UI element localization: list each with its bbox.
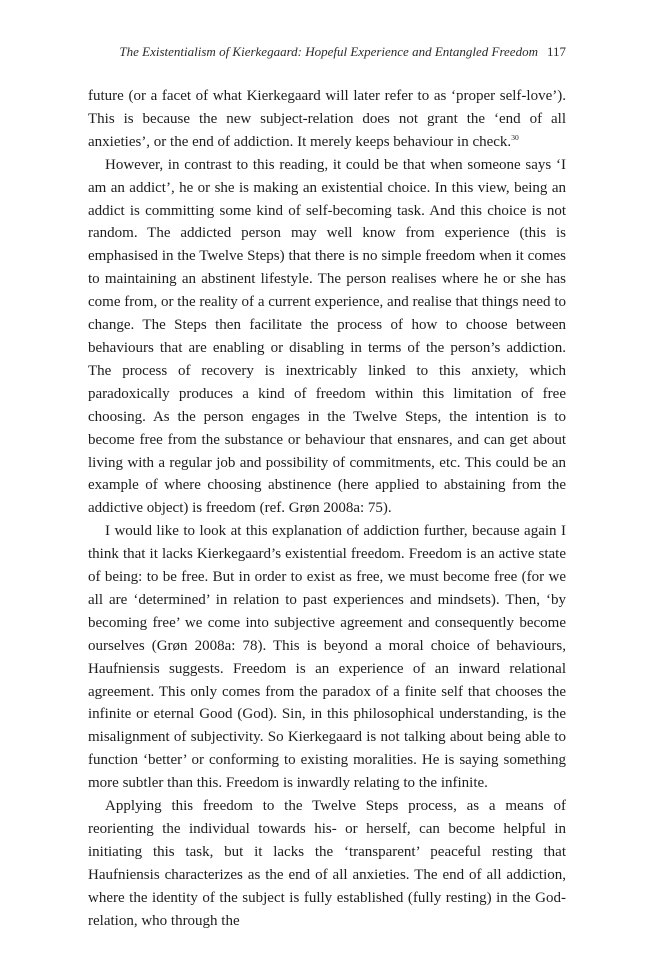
paragraph-1 — [88, 85, 566, 154]
paragraph-1-text: future (or a facet of what Kierkegaard will later refer to as ‘proper self-love’). This is because the new subject-relation does not grant the ‘end of all anxieties’, or the end of addiction. It merely keeps behaviour in check. — [88, 88, 566, 150]
paragraph-4: Applying this freedom to the Twelve Steps process, as a means of reorienting the individual towards his- or herself, can become helpful in initiating this task, but it lacks the ‘transparent’ peaceful resting that Haufniensis characterizes as the end of all anxieties. The end of all addiction, where the identity of the subject is fully established (fully resting) in the God-relation, who through the — [88, 798, 566, 929]
paragraph-3: I would like to look at this explanation of addiction further, because again I think that it lacks Kierkegaard’s existential freedom. Freedom is an active state of being: to be free. But in order to exist as free, we must become free (for we all are ‘determined’ in relation to past experiences and mindsets). Then, ‘by becoming free’ we come into subjective agreement and consequently become ourselves (Grøn 2008a: 78). This is beyond a moral choice of behaviours, Haufniensis suggests. Freedom is an experience of an inward relational agreement. This only comes from the paradox of a finite self that chooses the infinite or eternal Good (God). Sin, in this philosophical understanding, is the misalignment of subjectivity. So Kierkegaard is not talking about being able to function ‘better’ or conforming to existing moralities. He is saying something more subtler than this. Freedom is inwardly relating to the infinite. — [88, 523, 566, 792]
page-number: 117 — [546, 44, 566, 59]
paragraph-2: However, in contrast to this reading, it could be that when someone says ‘I am an addict’, he or she is making an existential choice. In this view, being an addict is committing some kind of self-becoming task. And this choice is not random. The addicted person may well know from experience (this is emphasised in the Twelve Steps) that there is no simple freedom when it comes to maintaining an abstinent lifestyle. The person realises where he or she has come from, or the reality of a current experience, and realise that things need to change. The Steps then facilitate the process of how to choose between behaviours that are enabling or disabling in terms of the person’s addiction. The process of recovery is inextricably linked to this anxiety, which paradoxically produces a kind of freedom within this limitation of free choosing. As the person engages in the Twelve Steps, the intention is to become free from the substance or behaviour that ensnares, and can get about living with a regular job and possibility of commitments, etc. This could be an example of where choosing abstinence (here applied to abstaining from the addictive object) is freedom (ref. Grøn 2008a: 75). — [88, 156, 566, 517]
running-header — [88, 44, 566, 60]
footnote-marker[interactable]: 30 — [511, 132, 519, 142]
body-text — [88, 85, 566, 933]
running-title: The Existentialism of Kierkegaard: Hopeful Experience and Entangled Freedom — [119, 44, 538, 59]
